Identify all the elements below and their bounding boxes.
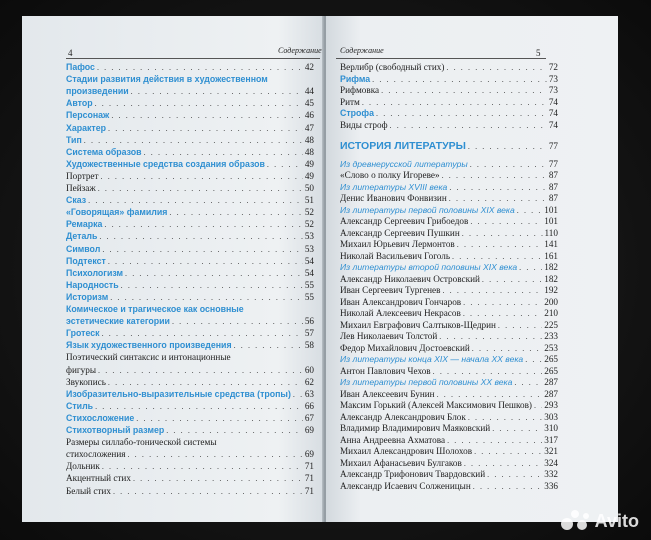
toc-entry-page: 74 — [548, 119, 558, 130]
toc-entry-title: Михаил Александрович Шолохов — [340, 446, 473, 457]
toc-entry-title: «Говорящая» фамилия — [66, 207, 168, 218]
dot-leader — [468, 413, 542, 423]
toc-entry-page: 225 — [544, 319, 558, 330]
toc-entry — [340, 343, 558, 354]
toc-entry-page: 110 — [544, 227, 558, 238]
toc-entry-page: 48 — [304, 146, 314, 157]
dot-leader — [457, 240, 542, 250]
toc-entry-title: Психологизм — [66, 267, 124, 278]
dot-leader — [525, 355, 542, 365]
toc-entry-page: 265 — [544, 365, 558, 376]
dot-leader — [362, 98, 547, 108]
toc-entry-title: Из литературы первой половины XIX века — [340, 204, 515, 215]
toc-entry — [66, 365, 314, 376]
watermark-text: Avito — [594, 510, 639, 531]
toc-entry — [340, 366, 558, 377]
toc-entry-page: 87 — [548, 170, 558, 181]
toc-entry-title: Денис Иванович Фонвизин — [340, 193, 447, 204]
dot-leader — [390, 121, 547, 131]
toc-entry — [66, 425, 314, 436]
toc-entry — [340, 239, 558, 250]
toc-entry-title: Характер — [66, 122, 107, 133]
dot-leader — [172, 317, 303, 327]
dot-leader — [144, 148, 303, 158]
toc-entry-page: 57 — [304, 328, 314, 339]
toc-entry-page: 321 — [544, 446, 558, 457]
toc-entry-page: 74 — [548, 108, 558, 118]
toc-entry-title: Из древнерусской литературы — [340, 158, 468, 169]
dot-leader — [98, 184, 303, 194]
toc-entry-title: эстетические категории — [66, 316, 170, 327]
toc-entry-title: Из литературы второй половины XIX века — [340, 262, 518, 273]
toc-entry-title: Акцентный стих — [66, 473, 131, 484]
toc-entry-page: 101 — [544, 216, 558, 227]
dot-leader — [108, 378, 303, 388]
toc-entry — [340, 262, 558, 273]
toc-entry — [340, 274, 558, 285]
toc-entry — [340, 62, 558, 73]
avito-logo-icon — [561, 510, 591, 532]
toc-entry — [66, 159, 314, 170]
toc-entry — [340, 389, 558, 400]
toc-entry — [340, 193, 558, 204]
toc-entry-page: 42 — [304, 62, 314, 72]
toc-entry-title: Максим Горький (Алексей Максимович Пешков) — [340, 400, 532, 411]
dot-leader — [102, 245, 303, 255]
toc-entry-title: Пейзаж — [66, 183, 96, 193]
toc-entry-page: 73 — [548, 73, 558, 84]
left-page-number: 4 — [68, 48, 73, 58]
toc-entry-page: 182 — [544, 262, 558, 273]
toc-entry-title: Тип — [66, 134, 82, 145]
dot-leader — [470, 217, 542, 227]
toc-entry-page: 72 — [548, 62, 558, 72]
dot-leader — [519, 263, 542, 273]
toc-entry-title: Подтекст — [66, 255, 106, 266]
toc-entry — [340, 216, 558, 227]
toc-entry-title: Строфа — [340, 108, 374, 118]
toc-entry — [340, 412, 558, 423]
dot-leader — [127, 450, 302, 460]
toc-entry-page: 317 — [544, 434, 558, 445]
toc-entry-page: 265 — [544, 354, 558, 365]
toc-entry — [66, 292, 314, 303]
toc-entry-page: 324 — [544, 457, 558, 468]
toc-entry — [340, 435, 558, 446]
toc-entry-title: Символ — [66, 243, 101, 254]
toc-entry — [340, 297, 558, 308]
right-page-number: 5 — [536, 48, 541, 58]
dot-leader — [131, 87, 303, 97]
toc-entry-title: Размеры силлабо-тонической системы — [66, 437, 217, 448]
right-page-header: Содержание — [340, 46, 384, 55]
dot-leader — [113, 487, 303, 497]
toc-entry — [66, 401, 314, 412]
toc-entry — [66, 123, 314, 134]
toc-entry — [340, 320, 558, 331]
dot-leader — [463, 309, 542, 319]
toc-entry-title: Николай Васильевич Гоголь — [340, 250, 451, 261]
toc-entry-page: 332 — [544, 469, 558, 480]
toc-entry — [340, 251, 558, 262]
toc-entry — [340, 170, 558, 181]
toc-entry-page: 55 — [304, 291, 314, 302]
toc-entry-page: 49 — [304, 170, 314, 181]
toc-entry-title: Николай Алексеевич Некрасов — [340, 308, 461, 319]
toc-entry-page: 141 — [544, 239, 558, 250]
toc-entry-page: 336 — [544, 480, 558, 491]
dot-leader — [267, 160, 303, 170]
toc-entry — [340, 85, 558, 96]
toc-entry — [66, 183, 314, 194]
toc-entry — [66, 389, 314, 400]
toc-entry — [340, 458, 558, 469]
dot-leader — [104, 220, 302, 230]
toc-entry — [66, 340, 314, 351]
toc-entry — [66, 147, 314, 158]
toc-entry-page: 287 — [544, 388, 558, 399]
toc-entry-title: Иван Александрович Гончаров — [340, 296, 462, 307]
toc-entry-page: 63 — [304, 388, 314, 399]
toc-entry-title: ИСТОРИЯ ЛИТЕРАТУРЫ — [340, 140, 466, 153]
dot-leader — [293, 390, 303, 400]
toc-entry-page: 67 — [304, 412, 314, 423]
dot-leader — [452, 252, 542, 262]
toc-entry — [340, 182, 558, 193]
toc-entry — [340, 108, 558, 119]
dot-leader — [464, 459, 542, 469]
toc-entry-title: Александр Сергеевич Грибоедов — [340, 216, 469, 227]
toc-entry-page: 44 — [304, 86, 314, 97]
toc-entry-page: 45 — [304, 98, 314, 109]
dot-leader — [470, 160, 547, 170]
toc-entry — [340, 469, 558, 480]
toc-entry-title: Рифма — [340, 73, 371, 84]
right-page — [326, 16, 618, 522]
dot-leader — [108, 257, 303, 267]
toc-entry-page: 56 — [304, 316, 314, 327]
toc-entry — [340, 120, 558, 131]
toc-entry-title: Александр Николаевич Островский — [340, 273, 480, 284]
dot-leader — [463, 298, 542, 308]
toc-entry — [340, 446, 558, 457]
dot-leader — [111, 111, 303, 121]
toc-entry-title: Стадии развития действия в художественном — [66, 74, 268, 85]
toc-entry — [66, 449, 314, 460]
left-header-rule — [66, 58, 320, 59]
dot-leader — [447, 436, 542, 446]
toc-entry — [340, 377, 558, 388]
toc-entry-page: 62 — [304, 376, 314, 387]
toc-entry-title: Михаил Афанасьевич Булгаков — [340, 457, 462, 468]
toc-entry-page: 74 — [548, 96, 558, 107]
toc-entry-page: 71 — [304, 473, 314, 484]
toc-entry-title: Гротеск — [66, 328, 100, 339]
toc-entry-page: 101 — [544, 204, 558, 215]
toc-entry — [66, 486, 314, 497]
toc-entry-page: 192 — [544, 285, 558, 296]
toc-entry — [66, 352, 314, 362]
toc-entry-title: Система образов — [66, 146, 142, 157]
left-page-header: Содержание — [278, 46, 322, 55]
toc-entry-page: 69 — [304, 449, 314, 460]
avito-watermark — [561, 510, 639, 532]
toc-entry-page: 46 — [304, 110, 314, 121]
toc-entry-title: Художественные средства создания образов — [66, 158, 265, 169]
dot-leader — [381, 86, 547, 96]
toc-entry-page: 253 — [544, 342, 558, 353]
toc-entry — [66, 110, 314, 121]
dot-leader — [95, 99, 303, 109]
dot-leader — [492, 424, 542, 434]
dot-leader — [97, 63, 303, 73]
toc-entry-title: Дольник — [66, 461, 100, 472]
toc-entry-title: Михаил Евграфович Салтыков-Щедрин — [340, 319, 496, 330]
toc-entry-page: 182 — [544, 273, 558, 284]
toc-entry-page: 53 — [304, 243, 314, 254]
toc-entry — [340, 97, 558, 108]
toc-entry-title: Из литературы первой половины XX века — [340, 377, 513, 388]
toc-entry-page: 77 — [548, 158, 558, 169]
toc-entry-title: Поэтический синтаксис и интонационные — [66, 352, 231, 363]
dot-leader — [473, 482, 542, 492]
toc-entry — [340, 400, 558, 411]
dot-leader — [517, 206, 542, 216]
toc-entry — [340, 285, 558, 296]
toc-entry — [66, 413, 314, 424]
toc-entry-title: Из литературы конца XIX — начала XX века — [340, 354, 524, 365]
dot-leader — [88, 196, 303, 206]
dot-leader — [234, 341, 303, 351]
toc-entry — [340, 354, 558, 365]
toc-entry — [66, 62, 314, 73]
toc-entry — [66, 74, 314, 84]
dot-leader — [468, 142, 547, 152]
toc-entry-title: Комическое и трагическое как основные — [66, 304, 244, 314]
toc-entry — [66, 171, 314, 182]
toc-entry — [66, 280, 314, 291]
toc-entry-title: Белый стих — [66, 485, 111, 496]
toc-entry-page: 58 — [304, 340, 314, 351]
dot-leader — [442, 171, 547, 181]
toc-entry — [340, 308, 558, 319]
toc-entry-title: Сказ — [66, 195, 87, 206]
toc-entry — [66, 219, 314, 230]
toc-entry-title: Стиль — [66, 400, 94, 411]
toc-entry-page: 233 — [544, 331, 558, 342]
toc-entry-page: 60 — [304, 364, 314, 375]
toc-entry-title: произведении — [66, 86, 129, 97]
left-page — [22, 16, 324, 522]
toc-entry-title: Владимир Владимирович Маяковский — [340, 423, 491, 434]
toc-entry-page: 52 — [304, 219, 314, 230]
dot-leader — [498, 321, 542, 331]
toc-entry-page: 47 — [304, 122, 314, 133]
toc-entry-title: фигуры — [66, 364, 96, 375]
dot-leader — [102, 462, 303, 472]
dot-leader — [376, 109, 547, 119]
toc-entry-title: Виды строф — [340, 119, 388, 130]
toc-entry-title: Иван Сергеевич Тургенев — [340, 285, 441, 296]
toc-entry-page: 303 — [544, 411, 558, 422]
toc-entry-page: 66 — [304, 400, 314, 411]
dot-leader — [472, 344, 542, 354]
dot-leader — [433, 367, 543, 377]
toc-entry-page: 71 — [304, 485, 314, 496]
toc-entry-page: 77 — [548, 141, 558, 152]
dot-leader — [446, 63, 546, 73]
toc-entry-title: Из литературы XVIII века — [340, 181, 448, 192]
dot-leader — [372, 75, 547, 85]
toc-entry-page: 49 — [304, 158, 314, 169]
toc-entry — [66, 135, 314, 146]
toc-entry-title: Автор — [66, 98, 93, 109]
toc-entry-title: Александр Александрович Блок — [340, 411, 466, 422]
toc-entry — [66, 244, 314, 255]
toc-entry-title: Народность — [66, 279, 119, 290]
toc-entry — [66, 268, 314, 279]
dot-leader — [136, 414, 303, 424]
toc-entry-title: Портрет — [66, 170, 99, 181]
toc-entry-title: Ритм — [340, 96, 360, 107]
dot-leader — [108, 124, 303, 134]
toc-entry — [66, 256, 314, 267]
toc-entry-title: Анна Андреевна Ахматова — [340, 434, 446, 445]
toc-entry-page: 54 — [304, 255, 314, 266]
toc-entry-title: Изобразительно-выразительные средства (тропы) — [66, 388, 291, 399]
toc-entry-page: 48 — [304, 134, 314, 145]
dot-leader — [534, 401, 542, 411]
toc-entry-page: 52 — [304, 207, 314, 218]
toc-entry-title: Историзм — [66, 291, 109, 302]
toc-entry-title: Стихотворный размер — [66, 425, 165, 435]
toc-entry-title: Персонаж — [66, 110, 110, 121]
toc-entry-title: «Слово о полку Игореве» — [340, 170, 440, 181]
toc-entry-page: 293 — [544, 400, 558, 411]
toc-entry-page: 310 — [544, 423, 558, 434]
dot-leader — [102, 329, 303, 339]
toc-entry-title: Антон Павлович Чехов — [340, 365, 431, 376]
dot-leader — [439, 332, 542, 342]
toc-entry-page: 51 — [304, 195, 314, 206]
toc-entry-page: 210 — [544, 308, 558, 319]
dot-leader — [487, 470, 542, 480]
toc-entry — [340, 331, 558, 342]
toc-entry-page: 53 — [304, 231, 314, 242]
dot-leader — [125, 269, 303, 279]
toc-entry-title: Стихосложение — [66, 412, 135, 423]
toc-entry — [66, 98, 314, 109]
toc-entry-title: Александр Исаевич Солженицын — [340, 480, 471, 491]
toc-entry-title: Пафос — [66, 62, 95, 72]
toc-entry — [66, 304, 314, 314]
toc-entry — [340, 423, 558, 434]
toc-entry — [66, 316, 314, 327]
dot-leader — [121, 281, 303, 291]
toc-entry-page: 69 — [304, 425, 314, 435]
dot-leader — [101, 172, 303, 182]
toc-entry — [340, 74, 558, 85]
toc-entry — [66, 461, 314, 472]
toc-entry-page: 161 — [544, 250, 558, 261]
toc-entry-page: 87 — [548, 181, 558, 192]
dot-leader — [95, 402, 303, 412]
toc-entry — [340, 159, 558, 170]
dot-leader — [462, 229, 543, 239]
toc-entry-title: Михаил Юрьевич Лермонтов — [340, 239, 455, 250]
right-toc — [340, 62, 558, 512]
toc-entry-page: 200 — [544, 296, 558, 307]
toc-entry-page: 54 — [304, 267, 314, 278]
toc-entry-title: Ремарка — [66, 219, 103, 230]
toc-entry-page: 287 — [544, 377, 558, 388]
dot-leader — [442, 286, 542, 296]
toc-entry-title: Язык художественного произведения — [66, 340, 232, 351]
dot-leader — [474, 447, 542, 457]
dot-leader — [437, 390, 543, 400]
toc-entry — [66, 195, 314, 206]
toc-entry — [66, 328, 314, 339]
toc-entry-title: Иван Алексеевич Бунин — [340, 388, 435, 399]
toc-entry-title: Верлибр (свободный стих) — [340, 62, 445, 72]
toc-entry-title: стихосложения — [66, 449, 126, 460]
dot-leader — [482, 275, 542, 285]
toc-entry — [66, 86, 314, 97]
toc-entry-title: Деталь — [66, 231, 98, 242]
toc-entry — [340, 481, 558, 492]
toc-entry — [66, 437, 314, 447]
toc-entry-title: Рифмовка — [340, 85, 380, 95]
toc-entry — [66, 231, 314, 242]
toc-entry-page: 50 — [304, 183, 314, 193]
toc-entry-page: 73 — [548, 85, 558, 95]
dot-leader — [84, 136, 303, 146]
dot-leader — [98, 366, 303, 376]
toc-entry-title: Александр Сергеевич Пушкин — [340, 227, 460, 238]
toc-entry — [340, 141, 558, 152]
toc-entry-title: Александр Трифонович Твардовский — [340, 469, 486, 480]
toc-entry — [340, 228, 558, 239]
toc-entry — [66, 473, 314, 484]
dot-leader — [514, 378, 542, 388]
dot-leader — [110, 293, 303, 303]
toc-entry-page: 55 — [304, 279, 314, 290]
toc-entry-title: Звукопись — [66, 376, 106, 387]
toc-entry-title: Лев Николаевич Толстой — [340, 331, 438, 342]
toc-entry-title: Федор Михайлович Достоевский — [340, 342, 470, 353]
dot-leader — [99, 232, 302, 242]
dot-leader — [166, 426, 303, 436]
dot-leader — [449, 183, 546, 193]
toc-entry-page: 87 — [548, 193, 558, 204]
toc-entry — [340, 205, 558, 216]
toc-entry — [66, 207, 314, 218]
dot-leader — [133, 474, 303, 484]
toc-entry — [66, 377, 314, 388]
left-toc — [66, 62, 314, 512]
toc-entry-page: 71 — [304, 461, 314, 472]
right-header-rule — [336, 58, 546, 59]
dot-leader — [449, 194, 547, 204]
dot-leader — [169, 208, 302, 218]
